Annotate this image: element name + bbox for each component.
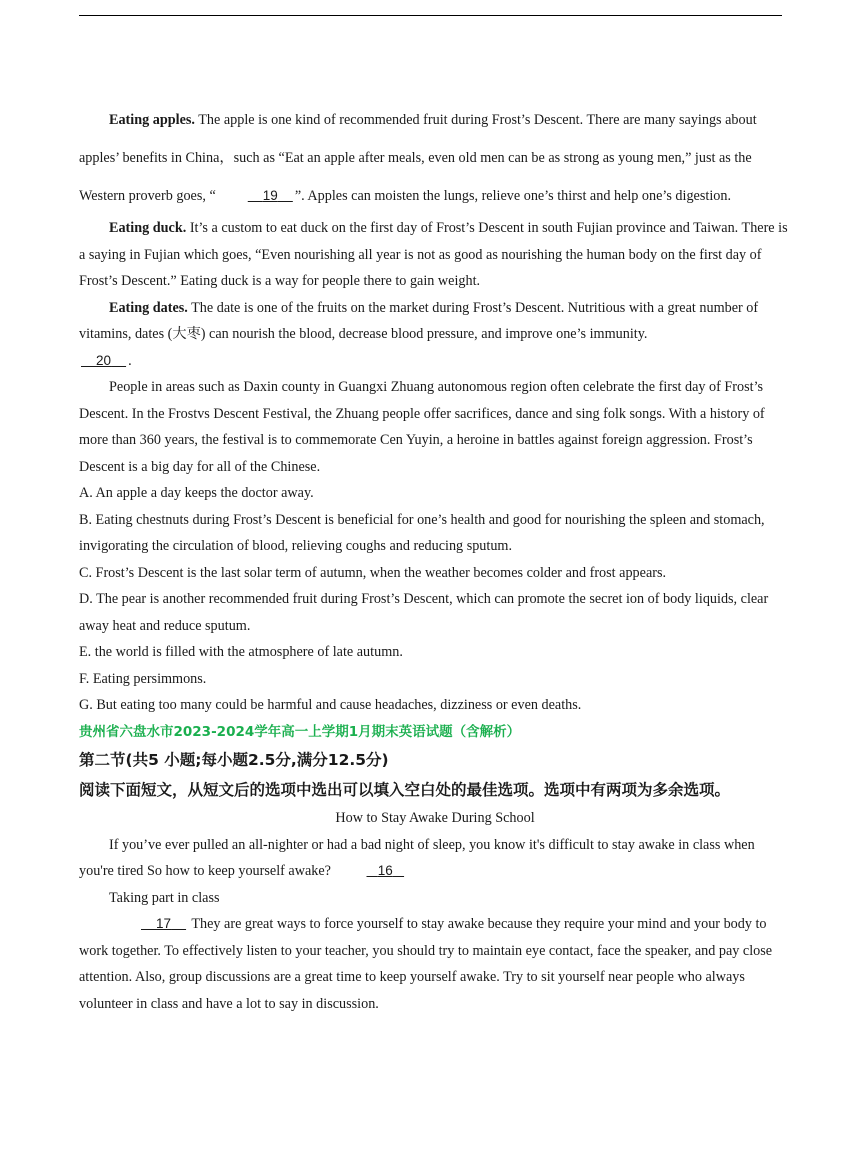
paragraph-intro: If you’ve ever pulled an all-nighter or had a bad night of sleep, you know it's difficult to stay awake in class when you're tired So how to keep yourself awake? 16 (79, 832, 791, 885)
subheading-taking-part: Taking part in class (109, 889, 220, 906)
section-header: 第二节(共5 小题;每小题2.5分,满分12.5分) (79, 751, 389, 769)
paragraph-blank-20: 20 . (79, 348, 791, 375)
instructions: 阅读下面短文，从短文后的选项中选出可以填入空白处的最佳选项。选项中有两项为多余选项。 (79, 781, 731, 799)
option-c: C. Frost’s Descent is the last solar term of autumn, when the weather becomes colder and frost appears. (79, 564, 667, 581)
blank-16[interactable]: 16 (377, 863, 393, 878)
paragraph-apples: Eating apples. The apple is one kind of recommended fruit during Frost’s Descent. There are many sayings about apples’ benefits in China，such as “Eat an apple after meals, even old men can be as strong as young men,” just as the Western proverb goes, “ 19 ”. Apples can moisten the lungs, relieve one’s thirst and help one’s digestion. (79, 101, 791, 215)
option-f: F. Eating persimmons. (79, 670, 207, 687)
source-title: 贵州省六盘水市2023-2024学年高一上学期1月期末英语试题（含解析） (79, 723, 521, 740)
option-b: B. Eating chestnuts during Frost’s Descent is beneficial for one’s health and good for nourishing the spleen and stomach, invigorating the circulation of blood, relieving coughs and reducing sputum. (79, 511, 765, 554)
heading-apples: Eating apples. (109, 112, 195, 128)
paragraph-taking-part: 17 They are great ways to force yourself to stay awake because they require your mind and your body to work together. To effectively listen to your teacher, you should try to maintain eye contact, face the speaker, and pay close attention. Also, group discussions are a great time to keep yourself awake. Try to sit yourself near people who always volunteer in class and have a lot to say in discussion. (79, 911, 791, 1017)
document-page (79, 101, 791, 1017)
option-e: E. the world is filled with the atmosphere of late autumn. (79, 644, 403, 660)
option-g: G. But eating too many could be harmful and cause headaches, dizziness or even deaths. (79, 697, 582, 713)
heading-dates: Eating dates. (109, 299, 188, 316)
option-d: D. The pear is another recommended fruit during Frost’s Descent, which can promote the secret ion of body liquids, clear away heat and reduce sputum. (79, 591, 769, 634)
blank-20[interactable]: 20 (96, 352, 112, 368)
header-rule (79, 15, 782, 16)
paragraph-dates: Eating dates. The date is one of the fruits on the market during Frost’s Descent. Nutritious with a great number of vitamins, dates (大枣) can nourish the blood, decrease blood pressure, and improve one’s immunity. (79, 299, 759, 342)
heading-duck: Eating duck. (109, 220, 187, 236)
comma-mark: ， (219, 150, 234, 166)
blank-19[interactable]: 19 (262, 188, 278, 203)
passage-title: How to Stay Awake During School (335, 810, 535, 826)
paragraph-festival: People in areas such as Daxin county in Guangxi Zhuang autonomous region often celebrate the first day of Frost’s Descent. In the Frostvs Descent Festival, the Zhuang people offer sacrifices, dance and sing folk songs. With a history of more than 360 years, the festival is to commemorate Cen Yuyin, a heroine in battles against foreign aggression. Frost’s Descent is a big day for all of the Chinese. (79, 379, 765, 475)
blank-17[interactable]: 17 (156, 916, 172, 931)
paragraph-duck: Eating duck. It’s a custom to eat duck on the first day of Frost’s Descent in south Fujian province and Taiwan. There is a saying in Fujian which goes, “Even nourishing all year is not as good as nourishing the human body on the first day of Frost’s Descent.” Eating duck is a way for people there to gain weight. (79, 220, 788, 289)
option-a: A. An apple a day keeps the doctor away. (79, 485, 314, 501)
